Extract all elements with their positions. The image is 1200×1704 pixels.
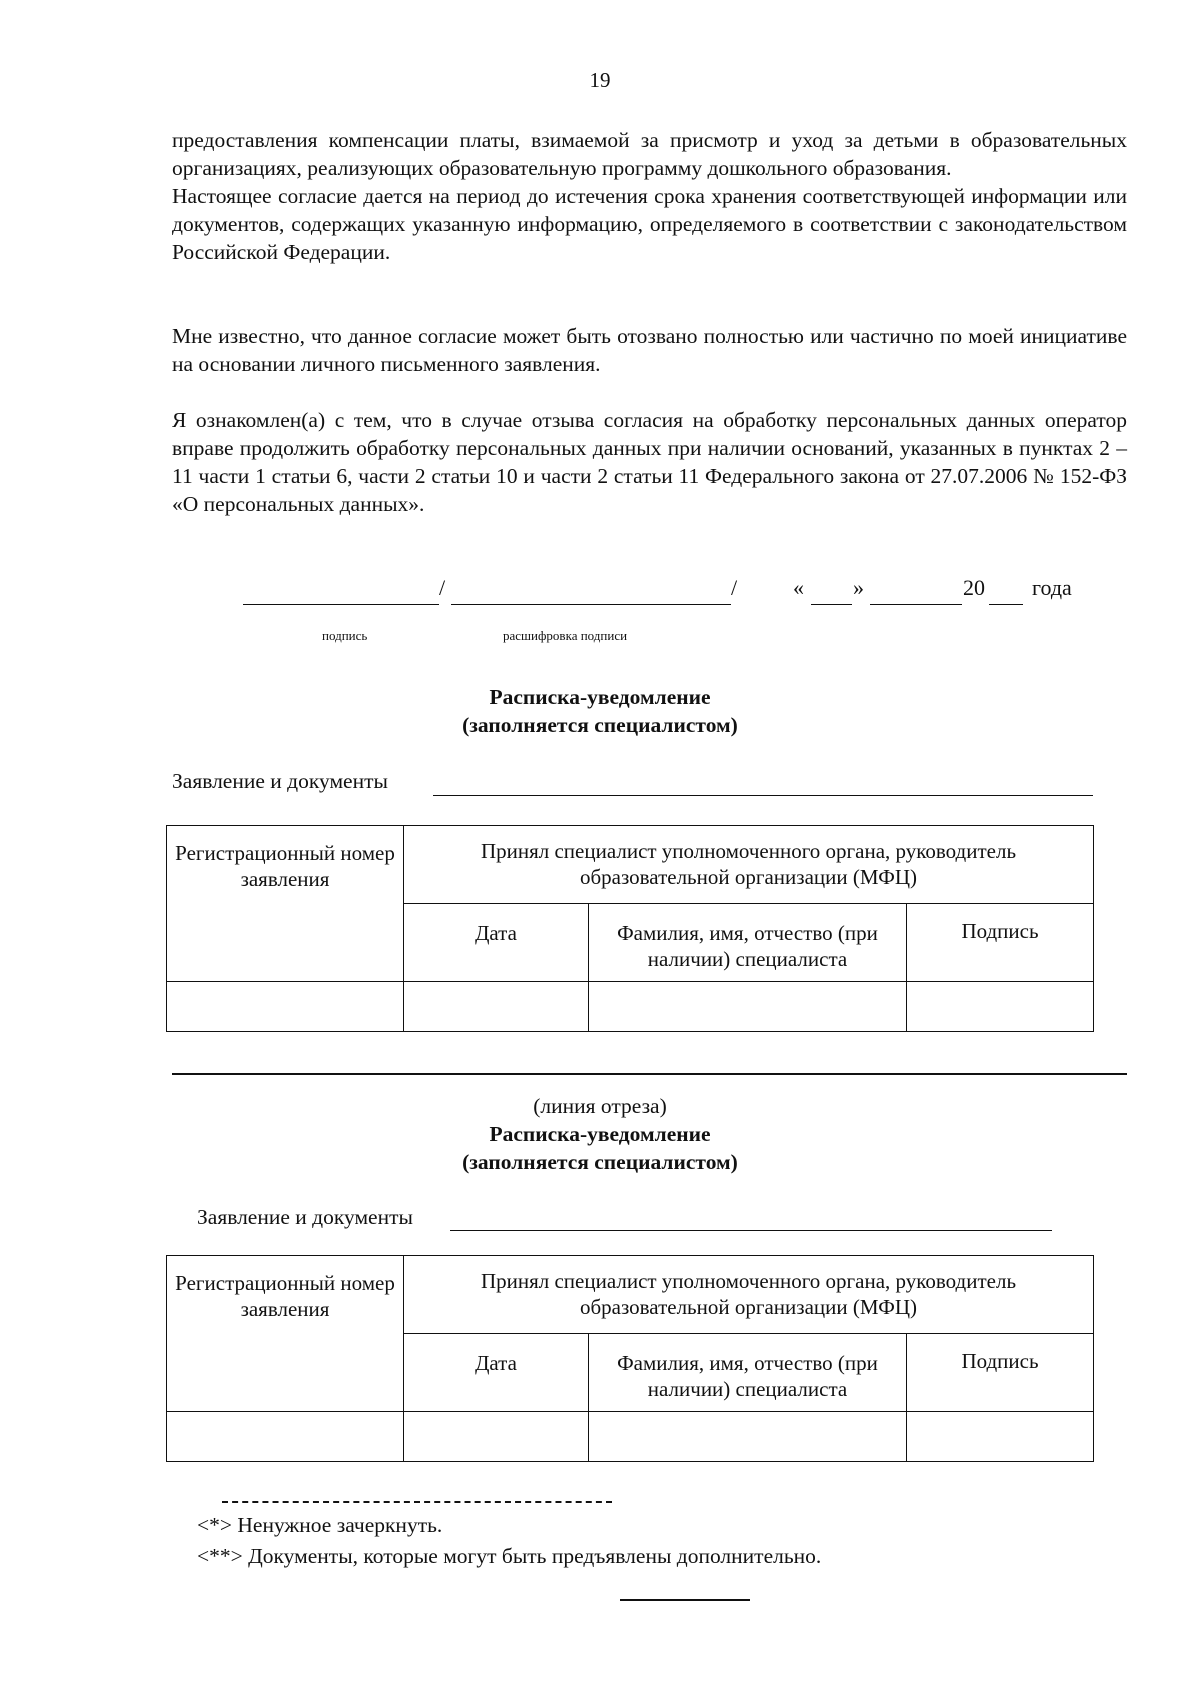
reg-number-cell[interactable] bbox=[167, 1412, 404, 1462]
paragraph-consent-period: Настоящее согласие дается на период до истечения срока хранения соответствующей информации или документов, содержащих указанную информацию, определяемого в соответствии с законодательством Российской Федерации. bbox=[172, 184, 1127, 264]
paragraph-revocation: Мне известно, что данное согласие может быть отозвано полностью или частично по моей инициативе на основании личного письменного заявления. bbox=[172, 324, 1127, 376]
date-cell[interactable] bbox=[404, 1412, 589, 1462]
reg-number-cell[interactable] bbox=[167, 982, 404, 1032]
signature-cell[interactable] bbox=[907, 982, 1094, 1032]
registration-table-2 bbox=[166, 1255, 1094, 1462]
year-prefix: 20 bbox=[963, 575, 985, 600]
receipt-title: Расписка-уведомление bbox=[489, 685, 711, 709]
full-name-header: Фамилия, имя, отчество (при наличии) специалиста bbox=[589, 1334, 907, 1412]
registration-table bbox=[166, 825, 1094, 1032]
footnote-1: <*> Ненужное зачеркнуть. bbox=[197, 1513, 443, 1537]
receipt-subtitle-2: (заполняется специалистом) bbox=[462, 1150, 738, 1174]
decode-label: расшифровка подписи bbox=[503, 628, 628, 643]
footnote-2: <**> Документы, которые могут быть предъявлены дополнительно. bbox=[197, 1544, 822, 1568]
accepted-by-header: Принял специалист уполномоченного органа, руководитель образовательной организации (МФЦ) bbox=[404, 826, 1094, 904]
year-word: года bbox=[1032, 575, 1072, 600]
signature-header: Подпись bbox=[907, 1334, 1094, 1412]
docs-label-2: Заявление и документы bbox=[197, 1205, 413, 1229]
footnote-separator bbox=[222, 1501, 612, 1503]
date-cell[interactable] bbox=[404, 982, 589, 1032]
slash-separator-end: / bbox=[731, 575, 738, 600]
quote-close: » bbox=[853, 575, 864, 600]
receipt-title-2: Расписка-уведомление bbox=[489, 1122, 711, 1146]
reg-number-header: Регистрационный номер заявления bbox=[167, 1256, 404, 1412]
paragraph-acknowledgement: Я ознакомлен(а) с тем, что в случае отзыва согласия на обработку персональных данных оператор вправе продолжить обработку персональных данных при наличии оснований, указанных в пунктах 2 – 11 части 1 статьи 6, части 2 статьи 10 и части 2 статьи 11 Федерального закона от 27.07.2006 № 152-ФЗ «О персональных данных». bbox=[172, 408, 1127, 516]
slash-separator: / bbox=[439, 575, 446, 600]
month-field[interactable] bbox=[870, 578, 962, 605]
date-header: Дата bbox=[404, 904, 589, 982]
paragraph-compensation: предоставления компенсации платы, взимаемой за присмотр и уход за детьми в образовательных организациях, реализующих образовательную программу дошкольного образования. bbox=[172, 128, 1127, 180]
page-number: 19 bbox=[589, 68, 611, 92]
quote-open: « bbox=[793, 575, 804, 600]
signature-decode-line[interactable] bbox=[451, 578, 731, 605]
date-header: Дата bbox=[404, 1334, 589, 1412]
full-name-header: Фамилия, имя, отчество (при наличии) специалиста bbox=[589, 904, 907, 982]
signature-cell[interactable] bbox=[907, 1412, 1094, 1462]
full-name-cell[interactable] bbox=[589, 1412, 907, 1462]
day-field[interactable] bbox=[811, 578, 852, 605]
full-name-cell[interactable] bbox=[589, 982, 907, 1032]
cut-line-label: (линия отреза) bbox=[533, 1094, 667, 1118]
signature-line[interactable] bbox=[243, 578, 439, 605]
receipt-subtitle: (заполняется специалистом) bbox=[462, 713, 738, 737]
year-field[interactable] bbox=[989, 578, 1023, 605]
reg-number-header: Регистрационный номер заявления bbox=[167, 826, 404, 982]
docs-field-2[interactable] bbox=[450, 1205, 1052, 1231]
sign-label: подпись bbox=[322, 628, 368, 643]
consent-paragraph-1 bbox=[172, 126, 1127, 266]
cut-line bbox=[172, 1073, 1127, 1075]
signature-header: Подпись bbox=[907, 904, 1094, 982]
accepted-by-header: Принял специалист уполномоченного органа, руководитель образовательной организации (МФЦ) bbox=[404, 1256, 1094, 1334]
end-line bbox=[620, 1599, 750, 1601]
docs-label: Заявление и документы bbox=[172, 769, 388, 793]
docs-field[interactable] bbox=[433, 770, 1093, 796]
